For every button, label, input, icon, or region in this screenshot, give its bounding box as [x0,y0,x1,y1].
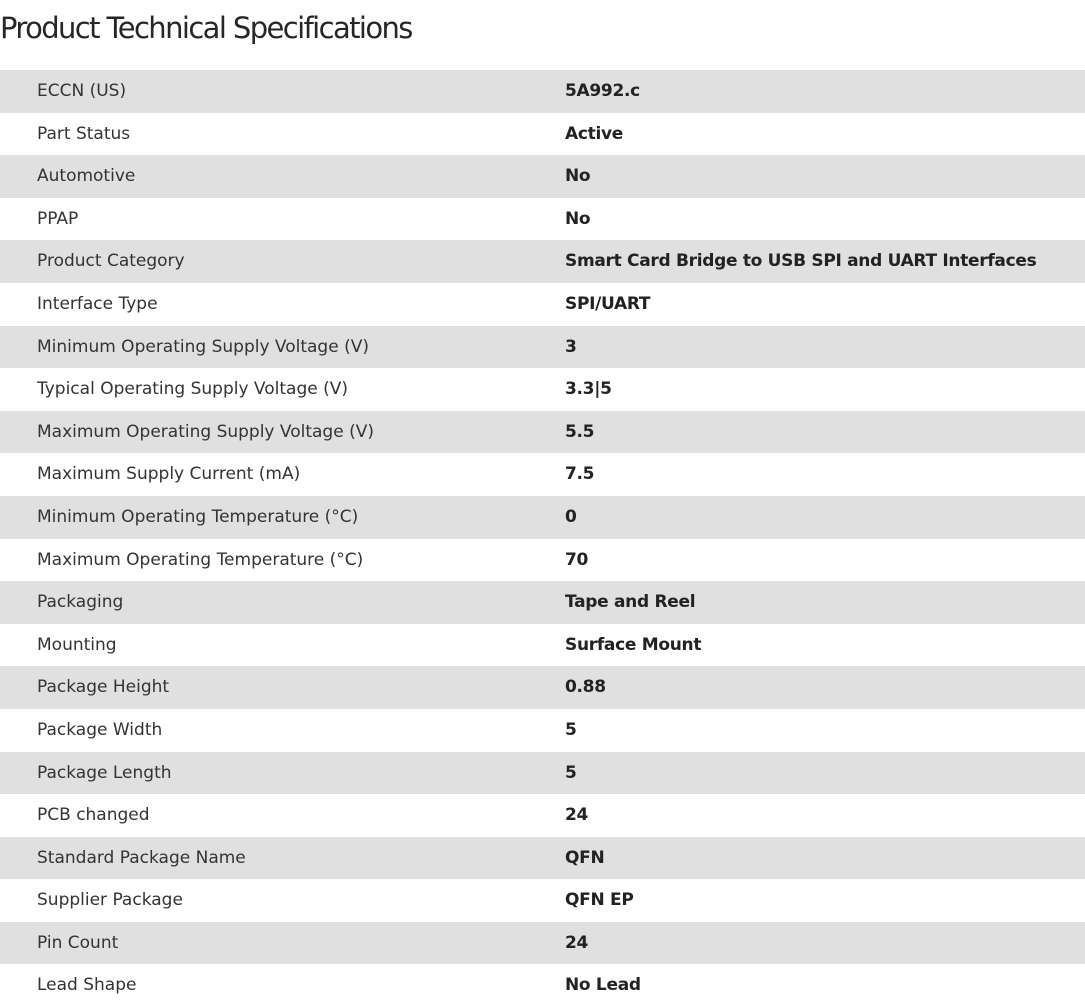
spec-label: Part Status [37,123,131,144]
spec-row [0,709,1085,752]
spec-row [0,198,1085,241]
spec-row [0,155,1085,198]
spec-row [0,368,1085,411]
spec-row [0,964,1085,1007]
spec-value: 24 [565,932,589,953]
spec-label: Mounting [37,634,117,655]
spec-label: Package Height [37,677,170,698]
spec-row [0,411,1085,454]
spec-value: 3 [565,336,577,357]
spec-row [0,453,1085,496]
spec-label: Interface Type [37,293,158,314]
spec-row [0,752,1085,795]
spec-row [0,666,1085,709]
spec-value: No Lead [565,975,641,996]
spec-label: Maximum Operating Supply Voltage (V) [37,421,374,442]
spec-value: 5 [565,762,577,783]
spec-value: 0 [565,506,577,527]
spec-value: 70 [565,549,589,570]
spec-row [0,879,1085,922]
spec-label: Maximum Supply Current (mA) [37,464,301,485]
spec-row [0,581,1085,624]
spec-table [0,70,1085,1007]
spec-row [0,326,1085,369]
spec-row [0,496,1085,539]
spec-row [0,794,1085,837]
spec-label: ECCN (US) [37,81,127,101]
spec-value: 0.88 [565,677,606,698]
spec-value: SPI/UART [565,293,651,314]
spec-label: Lead Shape [37,975,137,996]
spec-label: PCB changed [37,805,150,826]
spec-value: 5.5 [565,421,595,442]
spec-row [0,113,1085,156]
spec-label: Supplier Package [37,890,183,911]
spec-value: QFN EP [565,890,634,911]
spec-label: Package Length [37,762,172,783]
spec-value: No [565,208,591,229]
spec-label: Typical Operating Supply Voltage (V) [37,379,348,400]
spec-value: 7.5 [565,464,595,485]
spec-row [0,539,1085,582]
spec-value: 24 [565,805,589,826]
spec-value: Surface Mount [565,634,702,655]
spec-value: Smart Card Bridge to USB SPI and UART Interfaces [565,251,1037,272]
spec-value: 3.3|5 [565,379,612,400]
spec-label: Minimum Operating Temperature (°C) [37,506,359,527]
spec-label: Package Width [37,719,163,740]
spec-label: Maximum Operating Temperature (°C) [37,549,364,570]
spec-value: Active [565,123,623,144]
spec-row [0,922,1085,965]
spec-label: Minimum Operating Supply Voltage (V) [37,336,369,357]
page-title: Product Technical Specifications [0,11,412,45]
spec-label: Packaging [37,592,124,613]
spec-value: 5A992.c [565,81,640,101]
spec-row [0,70,1085,113]
spec-row [0,837,1085,880]
spec-row [0,283,1085,326]
spec-label: Pin Count [37,932,119,953]
spec-label: Product Category [37,251,185,272]
spec-label: Automotive [37,166,136,187]
spec-row [0,624,1085,667]
spec-label: PPAP [37,208,79,229]
spec-value: No [565,166,591,187]
spec-value: Tape and Reel [565,592,696,613]
spec-row [0,240,1085,283]
spec-value: 5 [565,719,577,740]
spec-label: Standard Package Name [37,847,246,868]
spec-value: QFN [565,847,605,868]
